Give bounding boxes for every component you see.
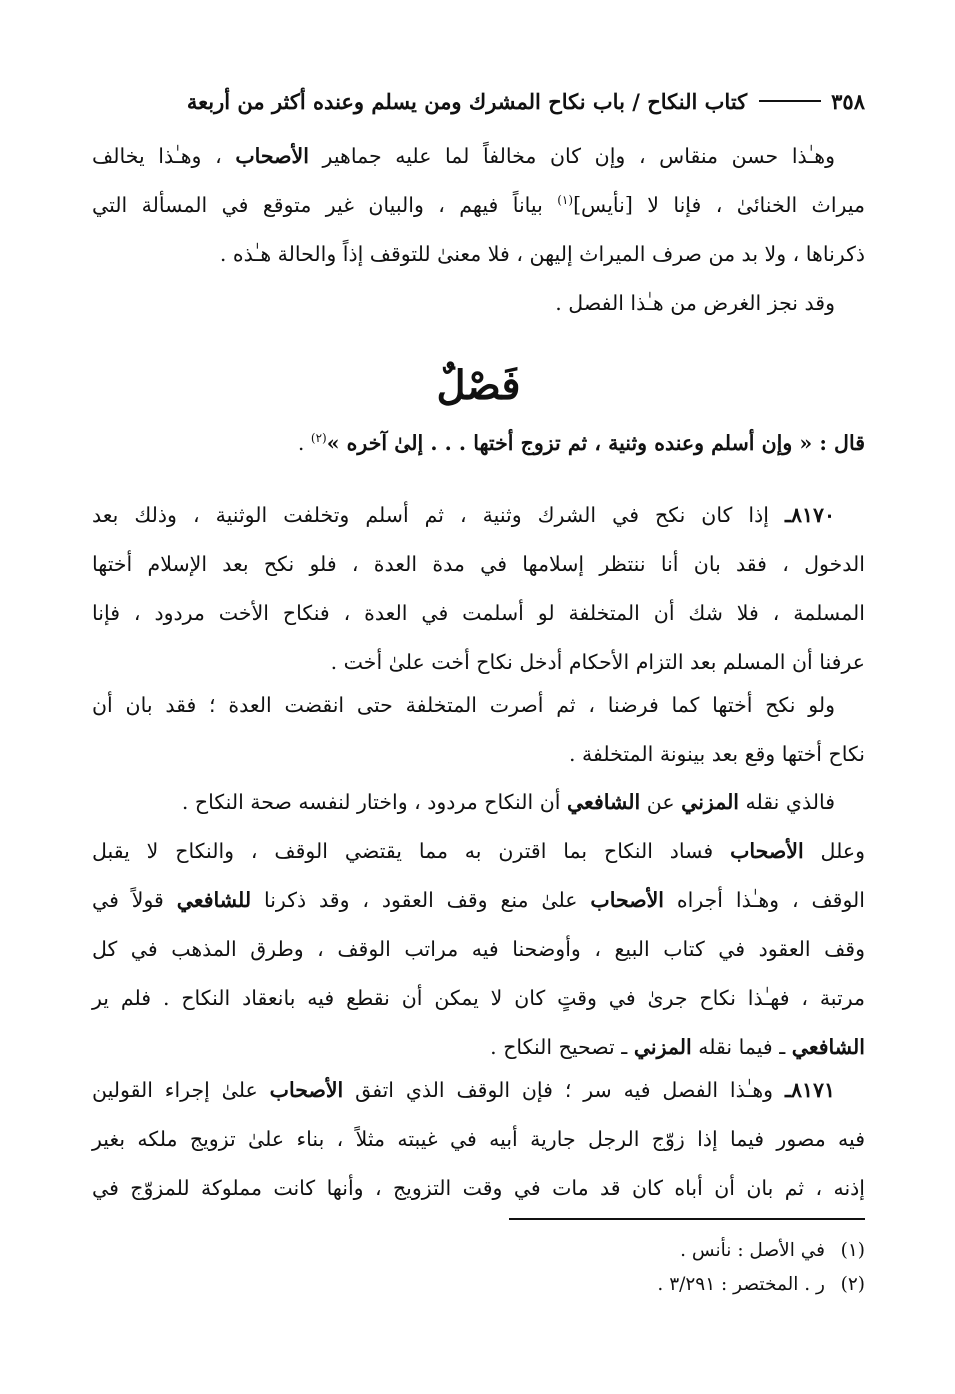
text-line (92, 230, 865, 279)
bold-term: المزني (681, 790, 740, 814)
text-run: ولو نكح أختها كما فرضنا ، ثم أصرت المتخلفة حتى انقضت العدة ؛ فقد بان أن (92, 693, 835, 717)
header-rule (759, 100, 821, 102)
text-line (92, 589, 865, 638)
bold-term: الشافعي (566, 790, 641, 814)
text-run: مرتبة ، فهـٰذا نكاح جرىٰ في وقتٍ كان لا يمكن أن نقطع فيه بانعقاد النكاح . فلم ير (92, 986, 865, 1010)
text-line (92, 925, 865, 974)
footnote-1: (١)في الأصل : نأنس . (680, 1240, 865, 1261)
bold-term: الشافعي (791, 1035, 865, 1059)
text-run: ـ تصحيح النكاح . (490, 1035, 634, 1059)
text-line (92, 778, 865, 827)
text-run: الدخول ، فقد بان أنا ننتظر إسلامها في مدة العدة ، فلو نكح بعد الإسلام أختها (92, 552, 865, 576)
page-number: ٣٥٨ (831, 88, 865, 114)
text-line (92, 540, 865, 589)
text-run: عن (640, 790, 682, 814)
bold-term: ٨١٧٠ـ (784, 503, 835, 527)
footnote-ref: (٢) (310, 431, 327, 446)
text-run: علىٰ منع وقف العقود ، وقد ذكرنا (251, 888, 591, 912)
text-run: فالذي نقله (739, 790, 835, 814)
text-run: الوقف ، وهـٰذا أجراه (664, 888, 865, 912)
intro-paragraph (92, 132, 865, 328)
paragraph-8171 (92, 1066, 865, 1213)
text-run: عرفنا أن المسلم بعد التزام الأحكام أدخل نكاح أخت علىٰ أخت . (330, 650, 865, 674)
paragraph-walaw (92, 681, 865, 779)
text-run: علىٰ إجراء القولين (92, 1078, 270, 1102)
text-line (92, 827, 865, 876)
header-title: كتاب النكاح / باب نكاح المشرك ومن يسلم وعنده أكثر من أربعة (186, 88, 748, 114)
text-line (92, 132, 865, 181)
text-run: أن النكاح مردود ، واختار لنفسه صحة النكاح . (181, 790, 567, 814)
text-run: وهـٰذا الفصل فيه سر ؛ فإن الوقف الذي اتفق (343, 1078, 785, 1102)
text-line (92, 1115, 865, 1164)
paragraph-alladhi (92, 778, 865, 1072)
paragraph-8170 (92, 491, 865, 687)
text-run: فساد النكاح بما اقترن به مما يقتضي الوقف ، والنكاح لا يقبل (92, 839, 731, 863)
bold-term: الأصحاب (269, 1078, 344, 1102)
running-header (92, 84, 865, 118)
bold-term: الأصحاب (235, 144, 309, 168)
text-line (92, 181, 865, 230)
text-run: قولاً في (92, 888, 177, 912)
bold-term: الأصحاب (730, 839, 804, 863)
text-line (92, 974, 865, 1023)
text-line (92, 419, 865, 468)
section-heading-fasl (92, 356, 865, 416)
text-line (92, 491, 865, 540)
text-run: فيه مصور فيما إذا زوّج الرجل جارية أبيه في غيبته مثلاً ، بناء علىٰ تزويج ملكه بغير (92, 1127, 865, 1151)
footnote-separator (509, 1218, 865, 1220)
text-run: ذكرناها ، ولا بد من صرف الميراث إليهن ، فلا معنىٰ للتوقف إذاً والحالة هـٰذه . (219, 242, 865, 266)
footnote-ref: (١) (557, 193, 574, 208)
bold-term: ٨١٧١ـ (784, 1078, 836, 1102)
text-line (92, 1066, 865, 1115)
footnote-2: (٢)ر . المختصر : ٣/٢٩١ . (657, 1274, 865, 1295)
text-run: إذنه ، ثم بان أن أباه كان قد مات في وقت التزويج ، وأنها كانت مملوكة للمزوّج في (92, 1176, 865, 1200)
text-line (92, 279, 865, 328)
text-run: إذا كان نكح في الشرك وثنية ، ثم أسلم وتخلفت الوثنية ، وذلك بعد (92, 503, 785, 527)
text-line (92, 1023, 865, 1072)
text-run: ميراث الخنائىٰ ، فإنا لا [نأيس] (573, 193, 866, 217)
text-line (92, 1164, 865, 1213)
text-run: وقد نجز الغرض من هـٰذا الفصل . (555, 291, 835, 315)
text-run: وهـٰذا حسن منقاس ، وإن كان مخالفاً لما عليه جماهير (308, 144, 835, 168)
text-run: . (297, 431, 311, 455)
footnotes (92, 1234, 865, 1302)
text-run: المسلمة ، فلا شك أن المتخلفة لو أسلمت في العدة ، فنكاح الأخت مردود ، فإنا (92, 601, 865, 625)
bold-term: للشافعي (176, 888, 252, 912)
text-line (92, 876, 865, 925)
bold-term: المزني (633, 1035, 692, 1059)
bold-term: الأصحاب (590, 888, 664, 912)
text-run: ـ فيما نقله (691, 1035, 792, 1059)
section-heading-text: فَصْلٌ (436, 362, 521, 409)
text-line (92, 681, 865, 730)
text-run: بياناً فيهم ، والبيان غير متوقع في المسألة التي (92, 193, 558, 217)
text-run: وعلل (803, 839, 866, 863)
text-line (92, 730, 865, 779)
text-run: ، وهـٰذا يخالف (92, 144, 236, 168)
book-page (92, 0, 865, 1394)
text-run: نكاح أختها وقع بعد بينونة المتخلفة . (568, 742, 865, 766)
bold-term: قال : « وإن أسلم وعنده وثنية ، ثم تزوج أختها . . . إلىٰ آخره » (326, 431, 865, 455)
text-run: وقف العقود في كتاب البيع ، وأوضحنا فيه مراتب الوقف ، وطرق المذهب في كل (92, 937, 865, 961)
quote-line (92, 419, 865, 468)
text-line (92, 638, 865, 687)
